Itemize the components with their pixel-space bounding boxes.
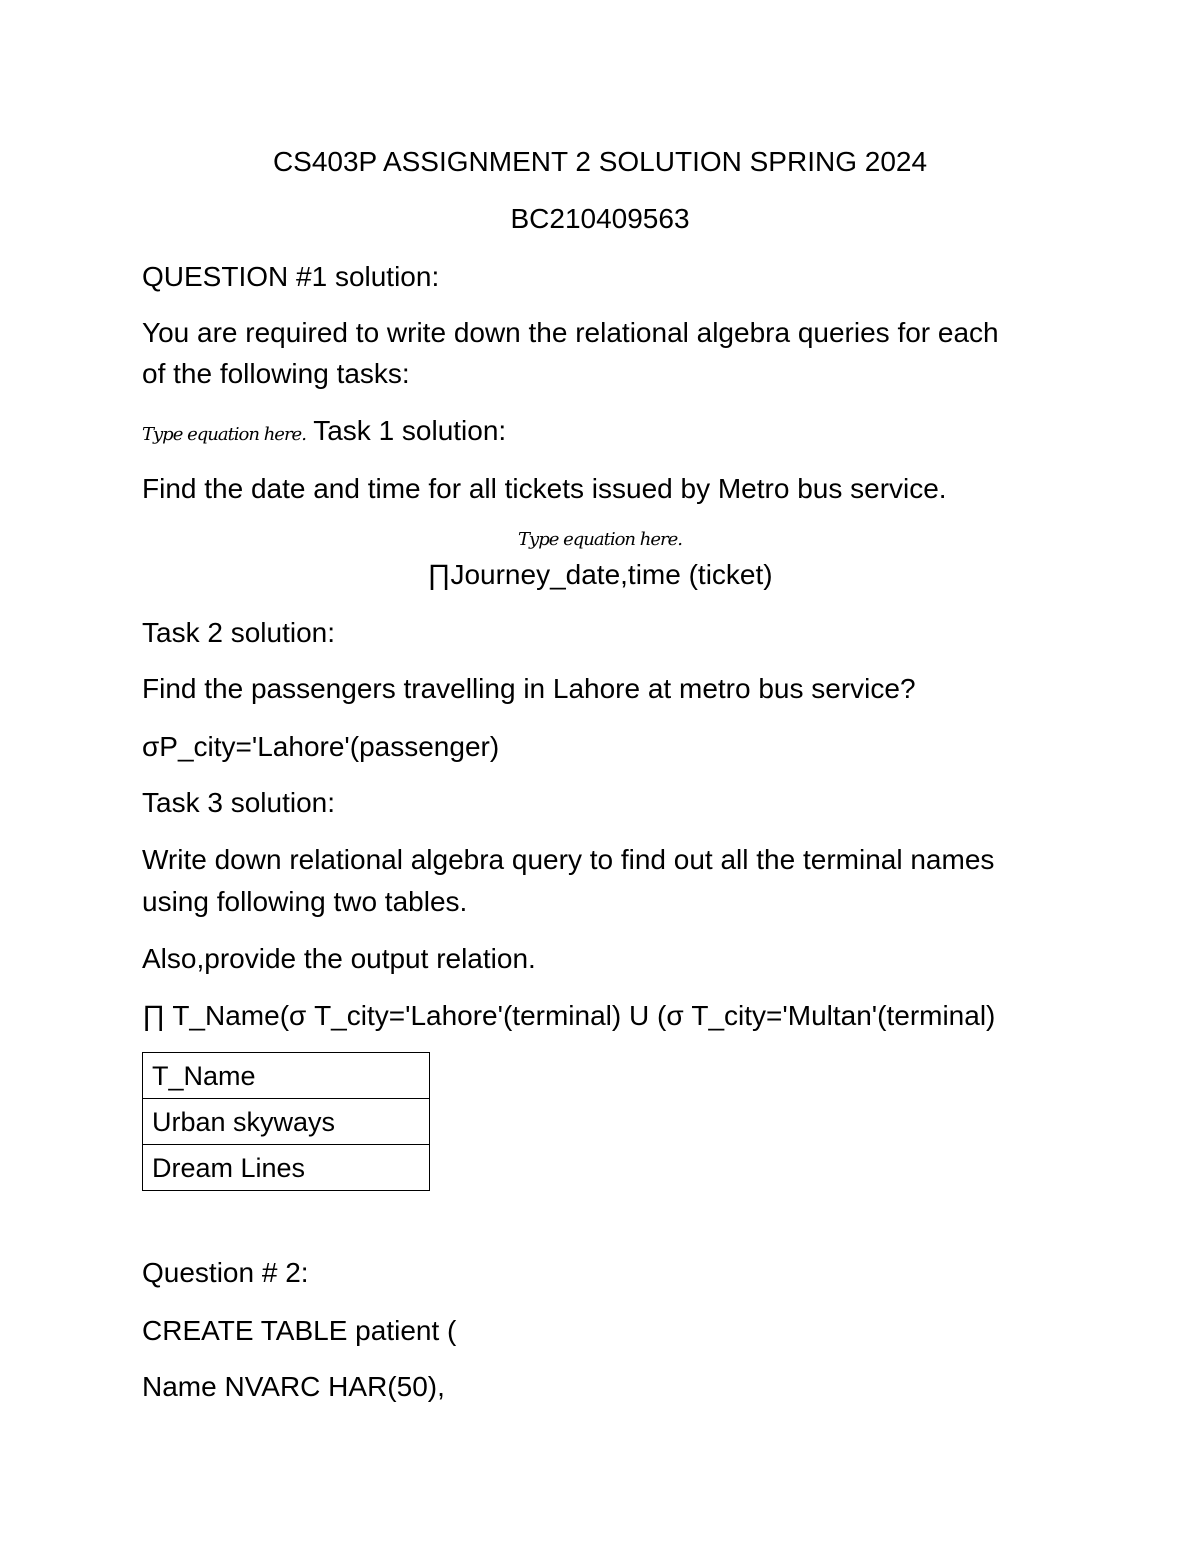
equation-placeholder[interactable]: Type equation here. [142, 424, 306, 445]
task1-heading: Task 1 solution: [305, 415, 507, 446]
table-header-cell: T_Name [143, 1053, 430, 1099]
table-cell: Dream Lines [143, 1145, 430, 1191]
table-cell: Urban skyways [143, 1099, 430, 1145]
task2-description: Find the passengers travelling in Lahore at metro bus service? [142, 673, 916, 704]
question2-line2: Name NVARC HAR(50), [142, 1371, 445, 1402]
table-header-row [143, 1053, 430, 1099]
student-id: BC210409563 [510, 203, 690, 234]
question1-heading: QUESTION #1 solution: [142, 261, 440, 292]
question2-heading: Question # 2: [142, 1257, 309, 1288]
task1-heading-line [142, 414, 506, 452]
task1-description: Find the date and time for all tickets issued by Metro bus service. [142, 473, 947, 504]
question1-intro-line2: of the following tasks: [142, 358, 410, 389]
task3-description-line2: using following two tables. [142, 886, 468, 917]
output-relation-table [142, 1052, 430, 1191]
equation-placeholder-center[interactable]: Type equation here. [518, 529, 682, 550]
question1-intro-line1: You are required to write down the relational algebra queries for each [142, 317, 999, 348]
task2-heading: Task 2 solution: [142, 617, 335, 648]
task1-query: ∏Journey_date,time (ticket) [427, 559, 773, 590]
task3-query: ∏ T_Name(σ T_city='Lahore'(terminal) U (σ T_city='Multan'(terminal) [142, 1000, 996, 1031]
task2-query: σP_city='Lahore'(passenger) [142, 731, 500, 762]
table-row [143, 1145, 430, 1191]
task3-description-line1: Write down relational algebra query to find out all the terminal names [142, 844, 995, 875]
question2-line1: CREATE TABLE patient ( [142, 1315, 457, 1346]
table-row [143, 1099, 430, 1145]
task3-heading: Task 3 solution: [142, 787, 335, 818]
task3-output-note: Also,provide the output relation. [142, 943, 536, 974]
document-title: CS403P ASSIGNMENT 2 SOLUTION SPRING 2024 [272, 146, 928, 177]
